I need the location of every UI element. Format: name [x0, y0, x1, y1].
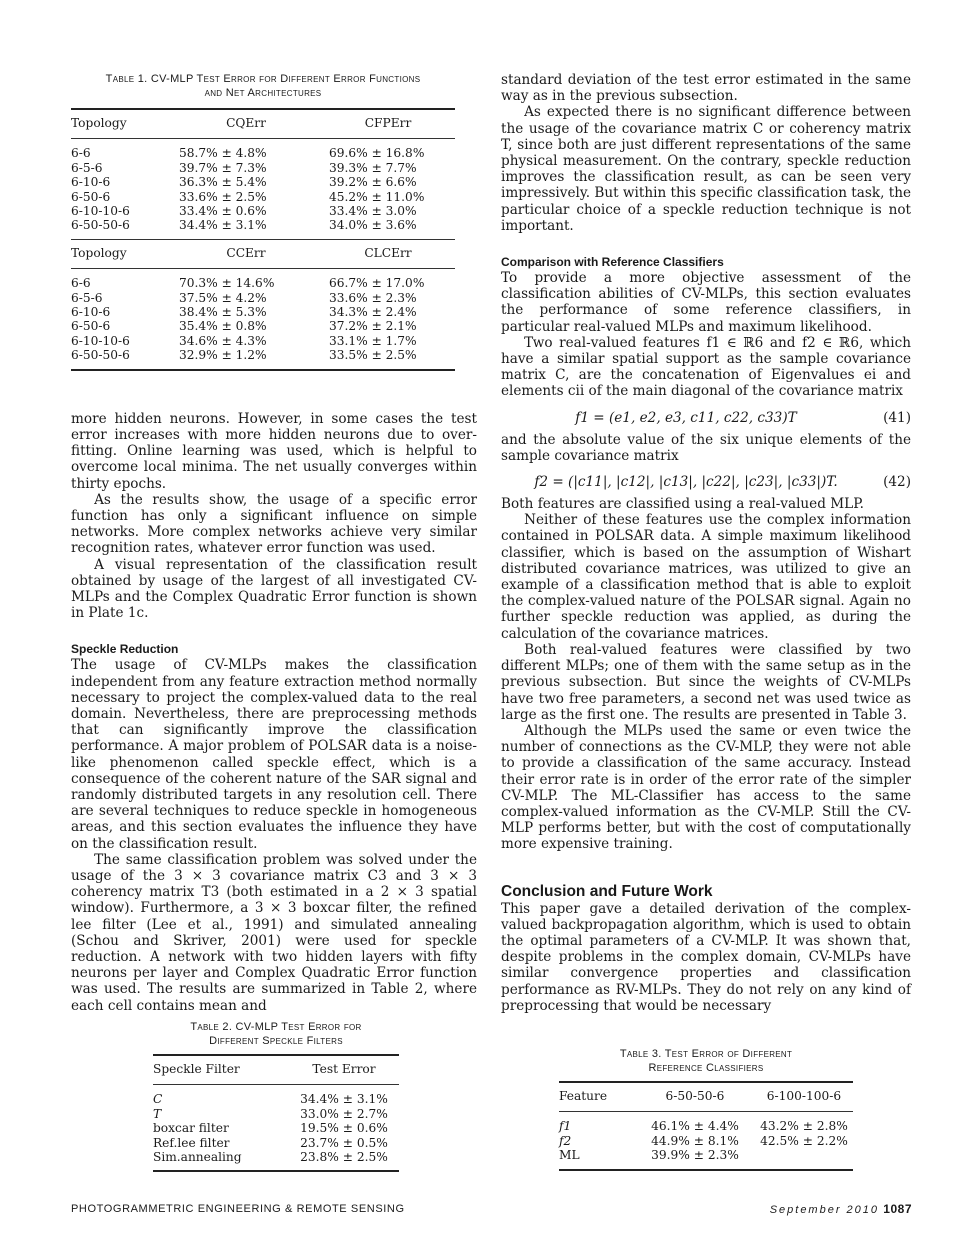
table-cell: 33.4% ± 0.6%: [179, 204, 267, 219]
table-row: [71, 269, 455, 291]
table-cell: 39.7% ± 7.3%: [179, 160, 267, 175]
table-cell: ML: [559, 1148, 580, 1163]
equation-42-body: f2 = (|c11|, |c12|, |c13|, |c22|, |c23|, |c33|)T.: [534, 474, 838, 491]
table-row: [153, 1136, 399, 1150]
equation-41: [501, 410, 911, 432]
table-cell: 33.1% ± 1.7%: [329, 333, 417, 348]
table3: [559, 1047, 853, 1171]
left-column: [71, 72, 477, 1165]
heading-comparison: Comparison with Reference Classifiers: [501, 255, 724, 270]
table-cell: 6-6: [71, 146, 91, 161]
table-row: [71, 291, 455, 305]
equation-41-body: f1 = (e1, e2, e3, c11, c22, c33)T: [575, 409, 797, 426]
table-header-cell: Topology: [71, 245, 127, 260]
table-row: [71, 161, 455, 175]
table-cell: 66.7% ± 17.0%: [329, 276, 425, 291]
equation-42-number: (42): [883, 474, 911, 491]
table-row: [71, 334, 455, 348]
left-paragraph-5: The same classification problem was solved under the usage of the 3 × 3 covariance matrix C3 and 3 × 3 coherency matrix T3 (both estimated in a 2 × 3 spatial window). Furthermore, a 3 × 3 boxcar filter, the refined lee filter (Lee et al., 1991) and simulated annealing (Schou and Skriver, 2001) were used for speckle reduction. A network with two hidden layers with fifty neurons per layer and Complex Quadratic Error function was used. The results are summarized in Table 2, where each cell contains mean and: [71, 851, 477, 1014]
table-cell: f2: [559, 1133, 572, 1148]
table-header-cell: 6-100-100-6: [766, 1089, 842, 1103]
table-cell: 6-5-6: [71, 160, 103, 175]
table-cell: 35.4% ± 0.8%: [179, 319, 267, 334]
table-cell: 36.3% ± 5.4%: [179, 175, 267, 190]
table-bottom-rule: [153, 1171, 399, 1172]
footer-date-page: [770, 1202, 912, 1216]
table2-caption-line1: Table 2. CV-MLP Test Error for: [190, 1021, 362, 1033]
table-cell: 6-10-10-6: [71, 204, 130, 219]
table-row: [153, 1150, 399, 1171]
table-cell: Ref.lee filter: [153, 1135, 230, 1150]
table-cell: 6-50-50-6: [71, 348, 130, 363]
right-paragraph-7: Neither of these features use the complex information contained in POLSAR data. A simple maximum likelihood classifier, which is based on the assumption of Wishart distributed covariance matrices, was utilized to give an example of a classification method that is able to exploit the complex-valued nature of the POLSAR signal. Again no further speckle reduction was applied, as during the calculation of the covariance matrices.: [501, 512, 911, 642]
table-row: [71, 319, 455, 333]
table3-caption-line1: Table 3. Test Error of Different: [619, 1048, 793, 1060]
heading-speckle-reduction: Speckle Reduction: [71, 642, 179, 657]
table-cell: 39.3% ± 7.7%: [329, 160, 417, 175]
table-cell: 6-10-6: [71, 175, 111, 190]
table-bottom-rule-cell: [153, 1171, 399, 1172]
table1-grid: [71, 108, 455, 371]
table-cell: 37.2% ± 2.1%: [329, 319, 417, 334]
right-paragraph-10: This paper gave a detailed derivation of the complex-valued backpropagation algorithm, which is used to obtain the optimal parameters of a CV-MLP. It was shown that, despite problems in the complex domain, CV-MLPs have similar convergence properties and classification performance as RV-MLPs. They do not rely on any kind of preprocessing that would be necessary: [501, 900, 911, 1014]
footer-date: September 2010: [769, 1204, 880, 1216]
heading-conclusion: Conclusion and Future Work: [501, 882, 713, 900]
table-bottom-rule-cell: [559, 1170, 853, 1171]
table1-caption-line2: and Net Architectures: [204, 87, 322, 99]
table-cell: 23.7% ± 0.5%: [300, 1135, 388, 1150]
table1-caption-line1: Table 1. CV-MLP Test Error for Different Error Functions: [105, 73, 421, 85]
table-cell: 33.4% ± 3.0%: [329, 204, 417, 219]
table-header-row: [153, 1055, 399, 1085]
table-row: [559, 1112, 853, 1134]
footer-page-number: 1087: [883, 1202, 912, 1216]
table-cell: 69.6% ± 16.8%: [329, 146, 425, 161]
right-paragraph-9: Although the MLPs used the same or even twice the number of connections as the CV-MLP, they were not able to provide a classification of the same accuracy. Instead their error rate is in order of the error rate of the simpler CV-MLP. The ML-Classifier has access to the same complex-valued information as the CV-MLP. Still the CV-MLP performs better, but with the cost of computationally more expensive training.: [501, 722, 911, 853]
table-cell: boxcar filter: [153, 1121, 229, 1136]
table-row: [153, 1085, 399, 1107]
right-paragraph-2: As expected there is no significant difference between the usage of the covariance matrix C or coherency matrix T, since both are just different representations of the same physical measurement. On the contrary, speckle reduction improves the classification result, as can be seen very impressively. But within this specific classification task, the particular choice of a speckle reduction technique is not important.: [501, 104, 911, 234]
table3-caption-line2: Reference Classifiers: [648, 1062, 764, 1074]
table-row: [71, 348, 455, 369]
table-cell: 32.9% ± 1.2%: [179, 348, 267, 363]
table-cell: T: [153, 1106, 162, 1121]
table-cell: 46.1% ± 4.4%: [651, 1119, 739, 1134]
right-paragraph-4: Two real-valued features f1 ∈ ℝ6 and f2 ∈ ℝ6, which have a similar spatial support as the sample covariance matrix C, are the concatenation of Eigenvalues ei and elements cii of the main diagonal of the covariance matrix: [501, 334, 911, 400]
table-cell: f1: [559, 1119, 572, 1134]
table-cell: C: [153, 1092, 163, 1107]
table-header-cell: 6-50-50-6: [665, 1089, 725, 1103]
table-cell: 6-5-6: [71, 290, 103, 305]
table-header-row: [71, 109, 455, 139]
table-cell: 58.7% ± 4.8%: [179, 146, 267, 161]
table-row: [559, 1134, 853, 1148]
right-column: [501, 72, 911, 1163]
table-cell: 42.5% ± 2.2%: [760, 1133, 848, 1148]
table-header-cell: Feature: [559, 1089, 608, 1103]
table-row: [153, 1121, 399, 1135]
table-header-cell: Speckle Filter: [153, 1062, 240, 1076]
table2: [153, 1020, 399, 1172]
table-row: [71, 139, 455, 161]
table-cell: 39.2% ± 6.6%: [329, 175, 417, 190]
table-cell: 34.6% ± 4.3%: [179, 333, 267, 348]
table-row: [71, 190, 455, 204]
table-cell: 6-50-6: [71, 189, 111, 204]
table-row: [71, 204, 455, 218]
table-cell: 34.4% ± 3.1%: [179, 218, 267, 233]
table-header-row: [71, 239, 455, 268]
table-cell: 6-50-6: [71, 319, 111, 334]
table-cell: 45.2% ± 11.0%: [329, 189, 425, 204]
table-header-row: [559, 1082, 853, 1112]
table-cell: 34.0% ± 3.6%: [329, 218, 417, 233]
table-cell: 33.6% ± 2.5%: [179, 189, 267, 204]
table2-grid: [153, 1054, 399, 1172]
right-paragraph-1: standard deviation of the test error estimated in the same way as in the previous subsection.: [501, 72, 911, 105]
table-cell: 34.4% ± 3.1%: [300, 1092, 388, 1107]
equation-41-number: (41): [883, 409, 911, 426]
table-cell: 37.5% ± 4.2%: [179, 290, 267, 305]
right-paragraph-3: To provide a more objective assessment of the classification abilities of CV-MLPs, this section evaluates the performance of some reference classifiers, in particular real-valued MLPs and maximum likelihood.: [501, 270, 911, 335]
table-row: [71, 175, 455, 189]
table3-grid: [559, 1081, 853, 1171]
left-paragraph-2: As the results show, the usage of a specific error function has only a significant influence on simple networks. More complex networks achieve very similar recognition rates, whatever error function was used.: [71, 491, 477, 557]
table2-caption-line2: Different Speckle Filters: [209, 1035, 343, 1047]
left-paragraph-3: A visual representation of the classification result obtained by usage of the largest of all investigated CV-MLPs and the Complex Quadratic Error function is shown in Plate 1c.: [71, 556, 477, 622]
table-cell: 33.0% ± 2.7%: [300, 1106, 388, 1121]
equation-42: [501, 474, 911, 496]
table-cell: 6-6: [71, 276, 91, 291]
table-cell: 6-50-50-6: [71, 218, 130, 233]
table-row: [559, 1148, 853, 1169]
left-paragraph-4: The usage of CV-MLPs makes the classification independent from any feature extraction method normally necessary to project the complex-valued data to the real domain. Nevertheless, there are preprocessing methods that can significantly improve the classification performance. A major problem of POLSAR data is a noise-like phenomenon called speckle effect, which is a consequence of the coherent nature of the SAR signal and randomly distributed targets in any resolution cell. There are several techniques to reduce speckle in homogeneous areas, and this section evaluates the influence they have on the classification result.: [71, 657, 477, 852]
right-paragraph-6: Both features are classified using a real-valued MLP.: [501, 496, 864, 513]
table-header-cell: Test Error: [312, 1062, 376, 1076]
table-cell: 33.5% ± 2.5%: [329, 348, 417, 363]
table-cell: [755, 1148, 853, 1169]
table-header-cell: CFPErr: [364, 116, 412, 130]
table-cell: 39.9% ± 2.3%: [651, 1148, 739, 1163]
right-paragraph-8: Both real-valued features were classified by two different MLPs; one of them with the same setup as in the previous subsection. But since the weights of CV-MLPs have two free parameters, a second net was used twice as large as the first one. The results are presented in Table 3.: [501, 641, 911, 723]
table-bottom-rule-cell: [71, 370, 455, 371]
table1: [71, 72, 455, 371]
left-paragraph-1: more hidden neurons. However, in some cases the test error increases with more hidden neurons due to over-fitting. Online learning was used, which is helpful to overcome local minima. The net usually converges within thirty epochs.: [71, 410, 477, 492]
footer-journal: PHOTOGRAMMETRIC ENGINEERING & REMOTE SENSING: [71, 1203, 405, 1215]
table-cell: 34.3% ± 2.4%: [329, 305, 417, 320]
table-cell: 70.3% ± 14.6%: [179, 276, 275, 291]
table-bottom-rule: [559, 1170, 853, 1171]
right-paragraph-5: and the absolute value of the six unique elements of the sample covariance matrix: [501, 431, 911, 464]
table-cell: Sim.annealing: [153, 1150, 242, 1165]
table-cell: 43.2% ± 2.8%: [760, 1119, 848, 1134]
table-cell: 6-10-6: [71, 305, 111, 320]
table-cell: 38.4% ± 5.3%: [179, 305, 267, 320]
table-cell: 23.8% ± 2.5%: [300, 1150, 388, 1165]
table-bottom-rule: [71, 370, 455, 371]
table-row: [71, 218, 455, 239]
table-cell: 33.6% ± 2.3%: [329, 290, 417, 305]
table-row: [71, 305, 455, 319]
table-cell: 44.9% ± 8.1%: [651, 1133, 739, 1148]
table-row: [153, 1107, 399, 1121]
table-header-cell: CCErr: [226, 245, 266, 260]
table-header-cell: CQErr: [226, 116, 266, 130]
table-cell: 6-10-10-6: [71, 333, 130, 348]
table-cell: 19.5% ± 0.6%: [300, 1121, 388, 1136]
table-header-cell: Topology: [71, 116, 127, 130]
table-header-cell: CLCErr: [364, 245, 412, 260]
